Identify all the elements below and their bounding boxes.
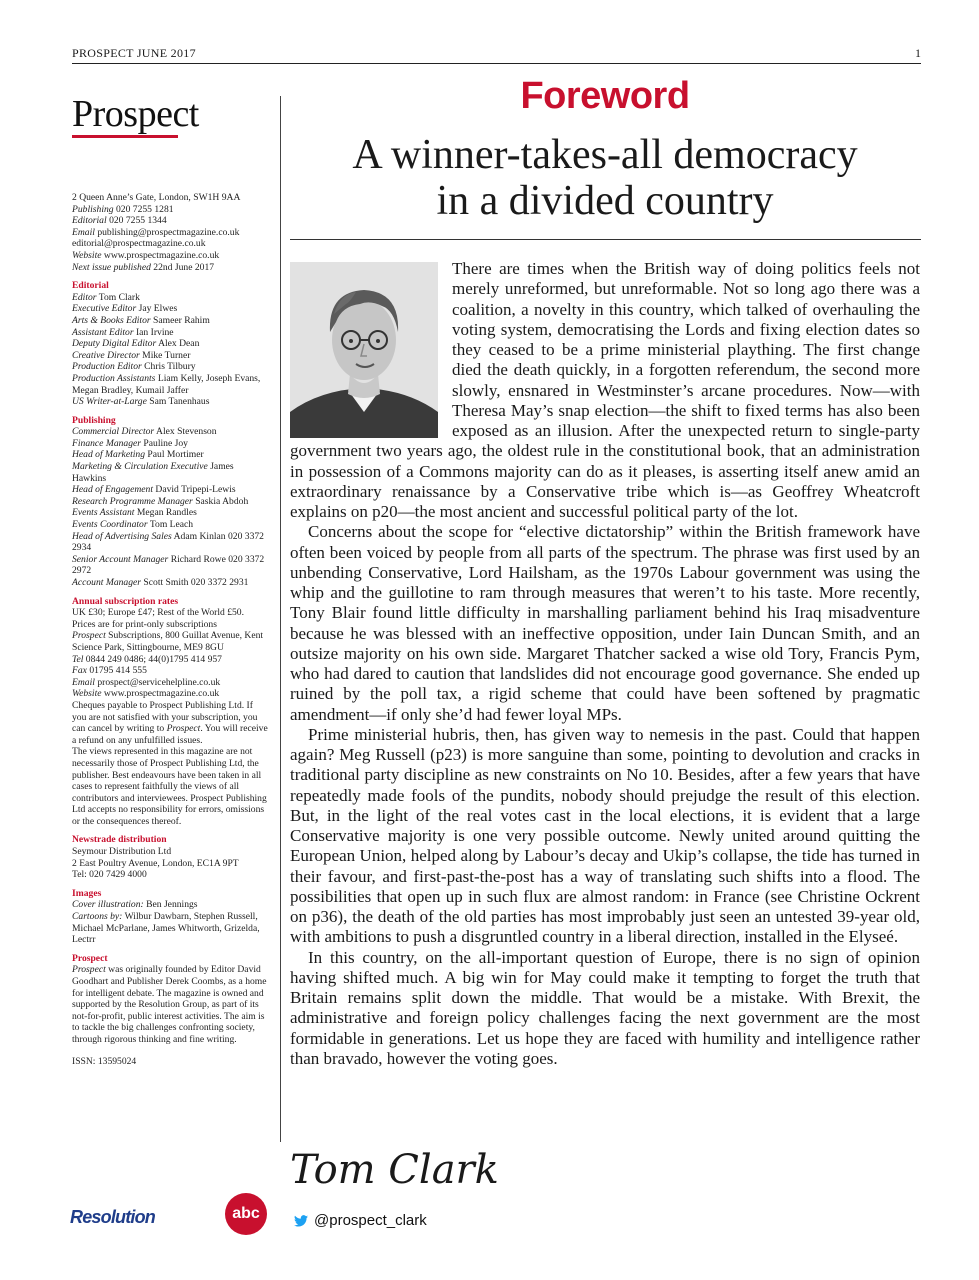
about-block: [72, 964, 268, 1067]
editorial-name: Jay Elwes: [138, 303, 178, 315]
publishing-row: [72, 426, 268, 438]
subscription-email-label: Email: [72, 676, 95, 688]
cheques-prospect: Prospect: [166, 723, 201, 735]
editorial-list: [72, 292, 268, 408]
about-heading: Prospect: [72, 952, 108, 964]
editorial-name: Tom Clark: [98, 291, 140, 303]
cover-credit: Ben Jennings: [146, 899, 198, 911]
publishing-name: Tom Leach: [149, 519, 194, 531]
email-value[interactable]: publishing@prospectmagazine.co.uk: [97, 226, 240, 238]
editorial-role: Production Editor: [72, 361, 142, 373]
paragraph-3: Prime ministerial hubris, then, has given way to nemesis in the past. Could that happen again? Meg Russell (p23) is more sanguine than some, pointing to devolution and cracks in traditional party discipline as new constraints on No 10. Besides, after a few years that have repeatedly made fools of the pundits, nobody should prejudge the result of this election. But, in the light of the real votes cast in the local elections, it is evident that a large Conservative majority is one very possible outcome. Newly united around quitting the European Union, helped along by Labour’s decay and Ukip’s collapse, the tide has turned in their favour, and first-past-the-post has a way of translating such shifts into a flood. The possibilities that open up in such flux are almost random: in France (see Christine Ockrent on p36), the death of the old parties has most improbably just seen an untested 39-year old, with ambitions to push a disgruntled country in a liberal direction, installed in the Elyseé.: [290, 724, 920, 947]
email2[interactable]: editorial@prospectmagazine.co.uk: [72, 238, 206, 250]
publishing-row: [72, 531, 268, 554]
editorial-role: Arts & Books Editor: [72, 314, 151, 326]
page-number: 1: [915, 46, 921, 60]
publishing-name: Saskia Abdoh: [195, 495, 249, 507]
subscription-rates: UK £30; Europe £47; Rest of the World £50. Prices are for print-only subscriptions: [72, 607, 244, 630]
newstrade-line1: Seymour Distribution Ltd: [72, 846, 172, 858]
editorial-role: Creative Director: [72, 349, 140, 361]
headline-rule: [290, 239, 921, 240]
cheques-text: Cheques payable to Prospect Publishing Ltd. If you are not satisfied with your subscription, you can cancel by writing to: [72, 699, 258, 735]
editorial-name: Ian Irvine: [135, 326, 174, 338]
twitter-bird-icon: [294, 1215, 308, 1227]
editorial-heading: Editorial: [72, 280, 109, 292]
newstrade-block: [72, 846, 268, 881]
signature-drawing: [284, 1135, 499, 1205]
editorial-name: Chris Tilbury: [144, 361, 196, 373]
next-issue-label: Next issue published: [72, 261, 151, 273]
editorial-name: Mike Turner: [142, 349, 191, 361]
paragraph-4: In this country, on the all-important question of Europe, there is no sign of opinion having shifted much. A big win for May could make it tempting to forget the truth that Britain remains split down the middle. That would be a mistake. With Brexit, the administrative and foreign policy challenges facing the next government are the most formidable in generations. Let us hope they are faced with humility and intelligence rather than bravado, however the voting goes.: [290, 947, 920, 1068]
editorial-name: Liam Kelly, Joseph Evans, Megan Bradley, Kumail Jaffer: [72, 372, 261, 396]
abc-logo: abc: [225, 1193, 267, 1235]
publishing-role: Head of Advertising Sales: [72, 530, 172, 542]
publishing-row: [72, 554, 268, 577]
newstrade-heading: Newstrade distribution: [72, 834, 167, 846]
publishing-label: Publishing: [72, 203, 114, 215]
publishing-row: [72, 507, 268, 519]
portrait-illustration: [290, 262, 438, 438]
publishing-role: Head of Marketing: [72, 449, 146, 461]
headline: [290, 132, 920, 224]
publishing-name: Megan Randles: [136, 507, 197, 519]
headline-line1: A winner-takes-all democracy: [352, 132, 858, 178]
twitter-handle-text[interactable]: @prospect_clark: [314, 1212, 427, 1229]
author-signature: [284, 1135, 499, 1205]
publishing-name: Alex Stevenson: [156, 426, 217, 438]
editorial-row: [72, 350, 268, 362]
publishing-name: Scott Smith 020 3372 2931: [143, 577, 249, 588]
section-label: Foreword: [520, 75, 690, 117]
editorial-value: 020 7255 1344: [109, 215, 167, 227]
cartoons-credit: Wilbur Dawbarn, Stephen Russell, Michael McParlane, James Whitworth, Grizelda, Lectrr: [72, 911, 260, 946]
email-label: Email: [72, 226, 95, 238]
subscription-tel: 0844 249 0486; 44(0)1795 414 957: [85, 653, 222, 665]
publishing-list: [72, 426, 268, 588]
resolution-logo: Resolution: [70, 1207, 155, 1227]
publishing-name: Adam Kinlan 020 3372 2934: [72, 530, 264, 554]
editorial-label: Editorial: [72, 215, 107, 227]
publishing-role: Events Assistant: [72, 507, 135, 519]
address: 2 Queen Anne’s Gate, London, SW1H 9AA: [72, 192, 241, 203]
images-block: [72, 899, 268, 945]
publishing-row: [72, 519, 268, 531]
subscription-email[interactable]: prospect@servicehelpline.co.uk: [97, 676, 221, 688]
publishing-role: Events Coordinator: [72, 519, 148, 531]
subscription-fax-label: Fax: [72, 665, 87, 677]
publishing-row: [72, 438, 268, 450]
subscription-website[interactable]: www.prospectmagazine.co.uk: [103, 688, 220, 700]
editorial-row: [72, 361, 268, 373]
publishing-name: Paul Mortimer: [147, 449, 204, 461]
publishing-row: [72, 484, 268, 496]
publishing-row: [72, 449, 268, 461]
about-prospect-word: Prospect: [72, 964, 106, 976]
running-head: PROSPECT JUNE 2017: [72, 46, 196, 60]
editorial-role: Deputy Digital Editor: [72, 338, 157, 350]
newstrade-line2: 2 East Poultry Avenue, London, EC1A 9PT: [72, 857, 239, 869]
editorial-row: [72, 396, 268, 408]
cheques-end: . You will receive a refund on any unfulfilled issues.: [72, 723, 268, 746]
about-text: was originally founded by Editor David Goodhart and Publisher Derek Coombs, as a home for intelligent debate. The magazine is owned and supported by the Resolution Group, as part of its not-for-profit, public interest activities. The aim is to tackle the big challenges confronting society, through rigorous thinking and fine writing.: [72, 964, 267, 1045]
editorial-role: Editor: [72, 291, 97, 303]
subscription-heading: Annual subscription rates: [72, 595, 179, 607]
disclaimer: The views represented in this magazine are not necessarily those of Prospect Publishing Ltd, the publisher. Best endeavours have been taken in all cases to represent faithfully the views of all contributors and interviewees. Prospect Publishing Ltd accepts no responsibility for errors, omissions or the consequences thereof.: [72, 746, 267, 827]
editorial-name: Sameer Rahim: [153, 314, 210, 326]
next-issue-value: 22nd June 2017: [153, 261, 215, 273]
subscription-address: Subscriptions, 800 Guillat Avenue, Kent Science Park, Sittingbourne, ME9 8GU: [72, 630, 264, 653]
publishing-role: Marketing & Circulation Executive: [72, 461, 208, 473]
subscription-tel-label: Tel: [72, 653, 84, 665]
editorial-row: [72, 338, 268, 350]
subscription-block: [72, 607, 268, 827]
editorial-row: [72, 303, 268, 315]
masthead-underline: [72, 135, 178, 138]
subscription-fax: 01795 414 555: [89, 665, 147, 677]
paragraph-2: Concerns about the scope for “elective dictatorship” within the British framework have often been voiced by people from all parts of the spectrum. The phrase was first used by an unbending Conservative, Lord Hailsham, as the 1970s Labour government was using the whip and the guillotine to ram through measures that weren’t to his taste. More recently, Tony Blair found little difficulty in marshalling parliament behind his Iraq misadventure because he was blessed with an ineffective opposition, under Iain Duncan Smith, and an outsize majority on his own side. Margaret Thatcher sacked a wise old Tory, Francis Pym, who had dared to caution that landslides did not encourage good governance. She ended up ruined by the poll tax, a rigid scheme that could have been softened by pragmatic amendment—if only she’d had fewer loyal MPs.: [290, 522, 920, 724]
editorial-role: Production Assistants: [72, 372, 156, 384]
editorial-row: [72, 292, 268, 304]
left-column: [72, 93, 268, 1067]
publishing-role: Commercial Director: [72, 426, 155, 438]
publishing-row: [72, 461, 268, 484]
publishing-row: [72, 496, 268, 508]
paragraph-1: There are times when the British way of doing politics feels not merely unreformed, but unreformable. Not so long ago there was a coalition, a novelty in this country, which talked of overhauling the voting system, democratising the Lords and fixing election dates so they ceased to be a prime ministerial plaything. The first change died the death quickly, in a forgotten referendum, the second more slowly, ensnared in Westminster’s arcane procedures. Now—with Theresa May’s snap election—the shift to fixed terms has also been exposed as an illusion. After the unexpected return to single-party government two years ago, the oldest rule in the constitutional book, that an administration in possession of a Commons majority can do as it pleases, is asserting itself anew amid an extraordinary renaissance by a Conservative tribe which is—as Geoffrey Wheatcroft explains on p20—the most ancient and successful political party of the lot.: [290, 259, 920, 521]
issn: ISSN: 13595024: [72, 1055, 137, 1067]
twitter-handle[interactable]: [294, 1212, 427, 1229]
cartoons-label: Cartoons by:: [72, 911, 123, 923]
publishing-name: James Hawkins: [72, 461, 234, 484]
author-portrait: [290, 262, 438, 438]
subscription-website-label: Website: [72, 688, 102, 700]
publishing-role: Account Manager: [72, 577, 142, 588]
publishing-value: 020 7255 1281: [115, 203, 174, 215]
publishing-name: Richard Rowe 020 3372 2972: [72, 553, 265, 577]
publishing-role: Senior Account Manager: [72, 553, 169, 565]
signature-text: Tom Clark: [290, 1147, 499, 1193]
top-rule: [72, 63, 921, 64]
newstrade-line3: Tel: 020 7429 4000: [72, 869, 147, 881]
publishing-name: David Tripepi-Lewis: [155, 484, 236, 496]
publishing-role: Finance Manager: [72, 437, 142, 449]
publishing-role: Research Programme Manager: [72, 495, 193, 507]
editorial-row: [72, 373, 268, 396]
cover-label: Cover illustration:: [72, 899, 144, 911]
editorial-role: US Writer-at-Large: [72, 396, 147, 408]
editorial-row: [72, 315, 268, 327]
subscription-address-label: Prospect: [72, 630, 106, 642]
editorial-name: Sam Tanenhaus: [149, 396, 210, 408]
masthead-logo: Prospect: [72, 93, 199, 135]
editorial-role: Executive Editor: [72, 303, 137, 315]
website-value[interactable]: www.prospectmagazine.co.uk: [103, 249, 220, 261]
editorial-role: Assistant Editor: [72, 326, 134, 338]
column-rule: [280, 96, 281, 1142]
publishing-name: Pauline Joy: [143, 437, 188, 449]
website-label: Website: [72, 249, 102, 261]
publishing-role: Head of Engagement: [72, 484, 153, 496]
editorial-name: Alex Dean: [158, 338, 200, 350]
images-heading: Images: [72, 887, 102, 899]
contact-block: [72, 192, 268, 273]
publishing-row: [72, 577, 268, 589]
editorial-row: [72, 327, 268, 339]
headline-line2: in a divided country: [436, 178, 774, 224]
publishing-heading: Publishing: [72, 414, 116, 426]
